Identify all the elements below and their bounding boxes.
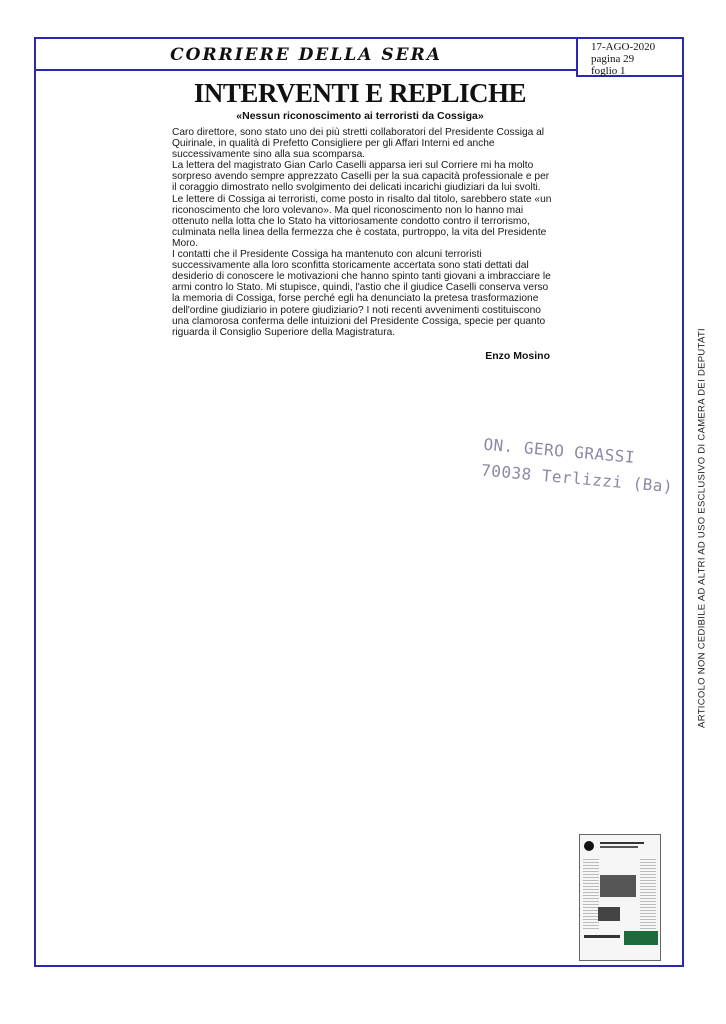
stamp-name: ON. GERO GRASSI: [482, 434, 636, 467]
article-body: [172, 127, 554, 338]
paragraph: La lettera del magistrato Gian Carlo Caselli apparsa ieri sul Corriere mi ha molto sorpreso avendo sempre apprezzato Caselli per la sua capacità professionale e per il coraggio dimostrato nello svolgimento dei delicati incarichi giudiziari da lui svolti. Le lettere di Cossiga ai terroristi, come posto in risalto dal titolo, sarebbero state «un riconoscimento che loro volevano». Ma quel riconoscimento non lo hanno mai ottenuto nella lotta che lo Stato ha vittoriosamente condotto contro il terrorismo, culminata nella linea della fermezza che è costata, purtroppo, la vita del Presidente Moro.: [172, 160, 552, 249]
thumbnail-ad: [624, 931, 658, 945]
article-headline: «Nessun riconoscimento ai terroristi da Cossiga»: [236, 110, 484, 122]
clipping-date: 17-AGO-2020: [591, 41, 656, 53]
thumbnail-logo-icon: [584, 841, 594, 851]
thumbnail-image: [600, 875, 636, 897]
stamp-address: 70038 Terlizzi (Ba): [480, 460, 674, 497]
newspaper-name: CORRIERE DELLA SERA: [170, 45, 442, 65]
clipping-meta: [576, 39, 682, 77]
page-thumbnail: [579, 834, 661, 961]
author-signature: Enzo Mosino: [485, 350, 550, 362]
copyright-text: ARTICOLO NON CEDIBILE AD ALTRI AD USO ESCLUSIVO DI CAMERA DEI DEPUTATI: [696, 328, 708, 728]
newspaper-masthead: [36, 40, 576, 70]
clipping-page: pagina 29: [591, 53, 635, 65]
paragraph: I contatti che il Presidente Cossiga ha mantenuto con alcuni terroristi successivamente alla loro sconfitta storicamente accertata sono stati dettati dal desiderio di conoscere le motivazioni che hanno spinto tanti giovani a imbracciare le armi contro lo Stato. Mi stupisce, quindi, l'astio che il giudice Caselli conserva verso la memoria di Cossiga, forse perché egli ha denunciato la pretesa trasformazione dell'ordine giudiziario in potere giudiziario? I noti recenti avvenimenti costituiscono una clamorosa conferma delle intuizioni del Presidente Cossiga, specie per quanto riguarda il Consiglio Superiore della Magistratura.: [172, 249, 551, 338]
paragraph: Caro direttore, sono stato uno dei più stretti collaboratori del Presidente Cossiga al Quirinale, in qualità di Prefetto Consigliere per gli Affari Interni ed anche successivamente sino alla sua scomparsa.: [172, 127, 545, 161]
clipping-sheet: foglio 1: [591, 65, 626, 77]
thumbnail-image: [598, 907, 620, 921]
section-title: INTERVENTI E REPLICHE: [193, 78, 527, 108]
header-rule: [36, 69, 576, 71]
copyright-notice: [697, 308, 708, 748]
